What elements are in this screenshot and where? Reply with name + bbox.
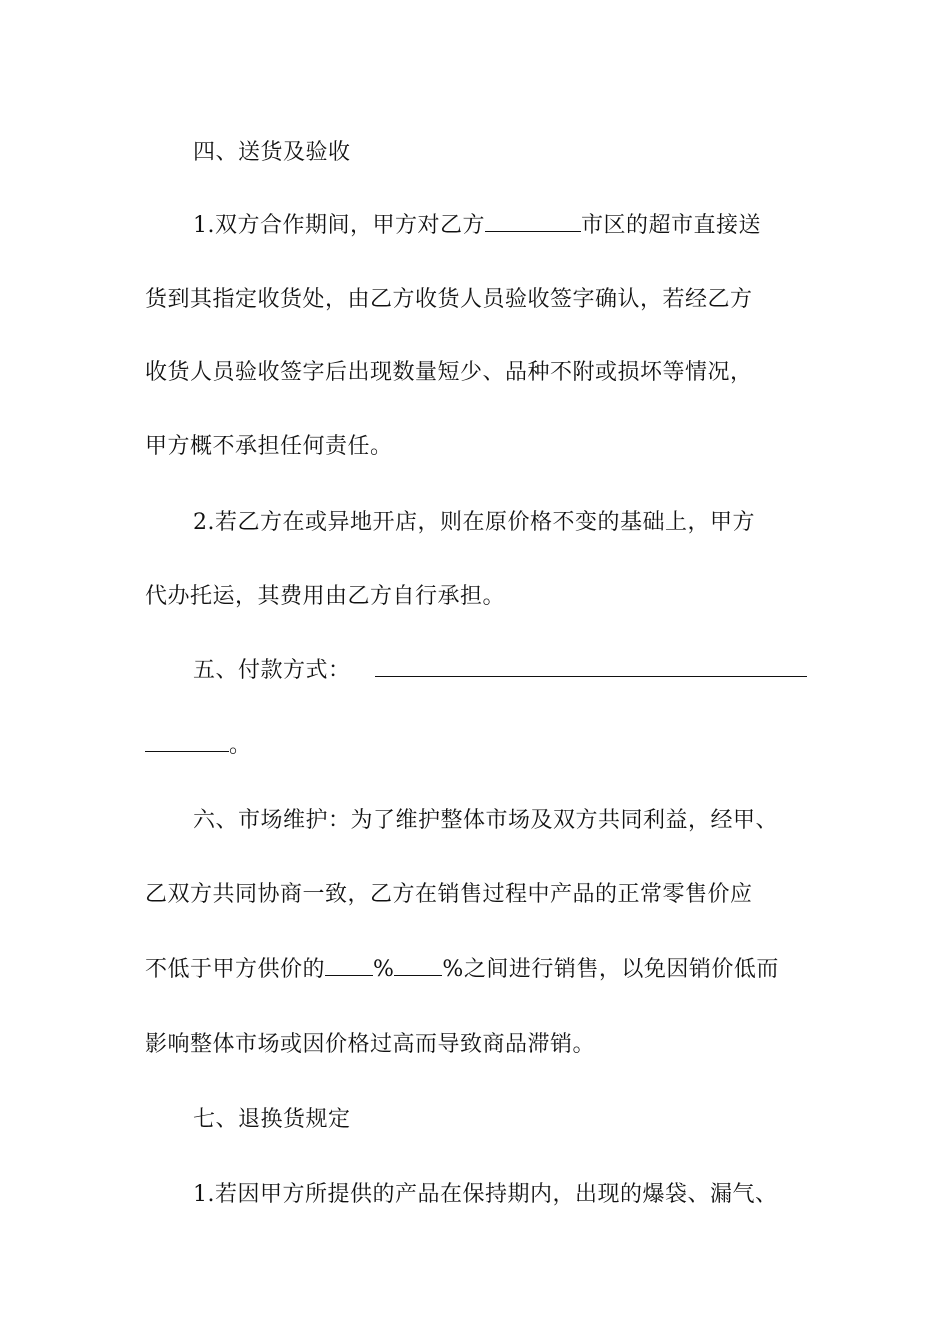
paragraph-line xyxy=(145,1030,595,1060)
text-segment: 代办托运，其费用由乙方自行承担。 xyxy=(145,584,506,609)
paragraph-line xyxy=(145,582,505,612)
text-segment: 影响整体市场或因价格过高而导致商品滞销。 xyxy=(145,1032,596,1057)
text-segment: 。 xyxy=(229,733,252,758)
text-segment: 市区的超市直接送 xyxy=(581,213,762,238)
section-heading-payment xyxy=(193,656,807,686)
text-segment: 货到其指定收货处，由乙方收货人员验收签字确认，若经乙方 xyxy=(145,287,753,312)
paragraph-line xyxy=(145,358,753,388)
fill-in-blank-payment xyxy=(375,656,807,677)
text-segment: 1.若因甲方所提供的产品在保持期内，出现的爆袋、漏气、 xyxy=(193,1182,778,1207)
text-segment: 1.双方合作期间，甲方对乙方 xyxy=(193,213,485,238)
paragraph-line xyxy=(145,955,779,985)
text-segment: 六、市场维护：为了维护整体市场及双方共同利益，经甲、 xyxy=(193,808,779,833)
paragraph-line xyxy=(145,880,753,910)
section-heading-market xyxy=(193,806,778,836)
section-heading-delivery xyxy=(193,138,351,168)
text-segment: 甲方概不承担任何责任。 xyxy=(145,434,393,459)
text-segment: 收货人员验收签字后出现数量短少、品种不附或损坏等情况， xyxy=(145,360,753,385)
text-segment: 乙双方共同协商一致，乙方在销售过程中产品的正常零售价应 xyxy=(145,882,753,907)
text-segment: %之间进行销售，以免因销价低而 xyxy=(442,957,779,982)
fill-in-blank-percent-low xyxy=(325,955,373,976)
paragraph-line xyxy=(193,1180,778,1210)
text-segment: 2.若乙方在或异地开店，则在原价格不变的基础上，甲方 xyxy=(193,510,755,535)
fill-in-blank-payment-cont xyxy=(145,731,229,752)
text-segment: % xyxy=(373,957,395,982)
fill-in-blank-city xyxy=(485,211,581,232)
paragraph-line xyxy=(193,211,761,241)
heading-text: 七、退换货规定 xyxy=(193,1107,351,1132)
paragraph-line xyxy=(145,285,753,315)
section-heading-returns xyxy=(193,1105,351,1135)
paragraph-line xyxy=(193,508,755,538)
paragraph-line xyxy=(145,731,252,761)
text-segment: 不低于甲方供价的 xyxy=(145,957,326,982)
fill-in-blank-percent-high xyxy=(394,955,442,976)
paragraph-line xyxy=(145,432,393,462)
heading-text: 四、送货及验收 xyxy=(193,140,351,165)
heading-text: 五、付款方式： xyxy=(193,658,351,683)
